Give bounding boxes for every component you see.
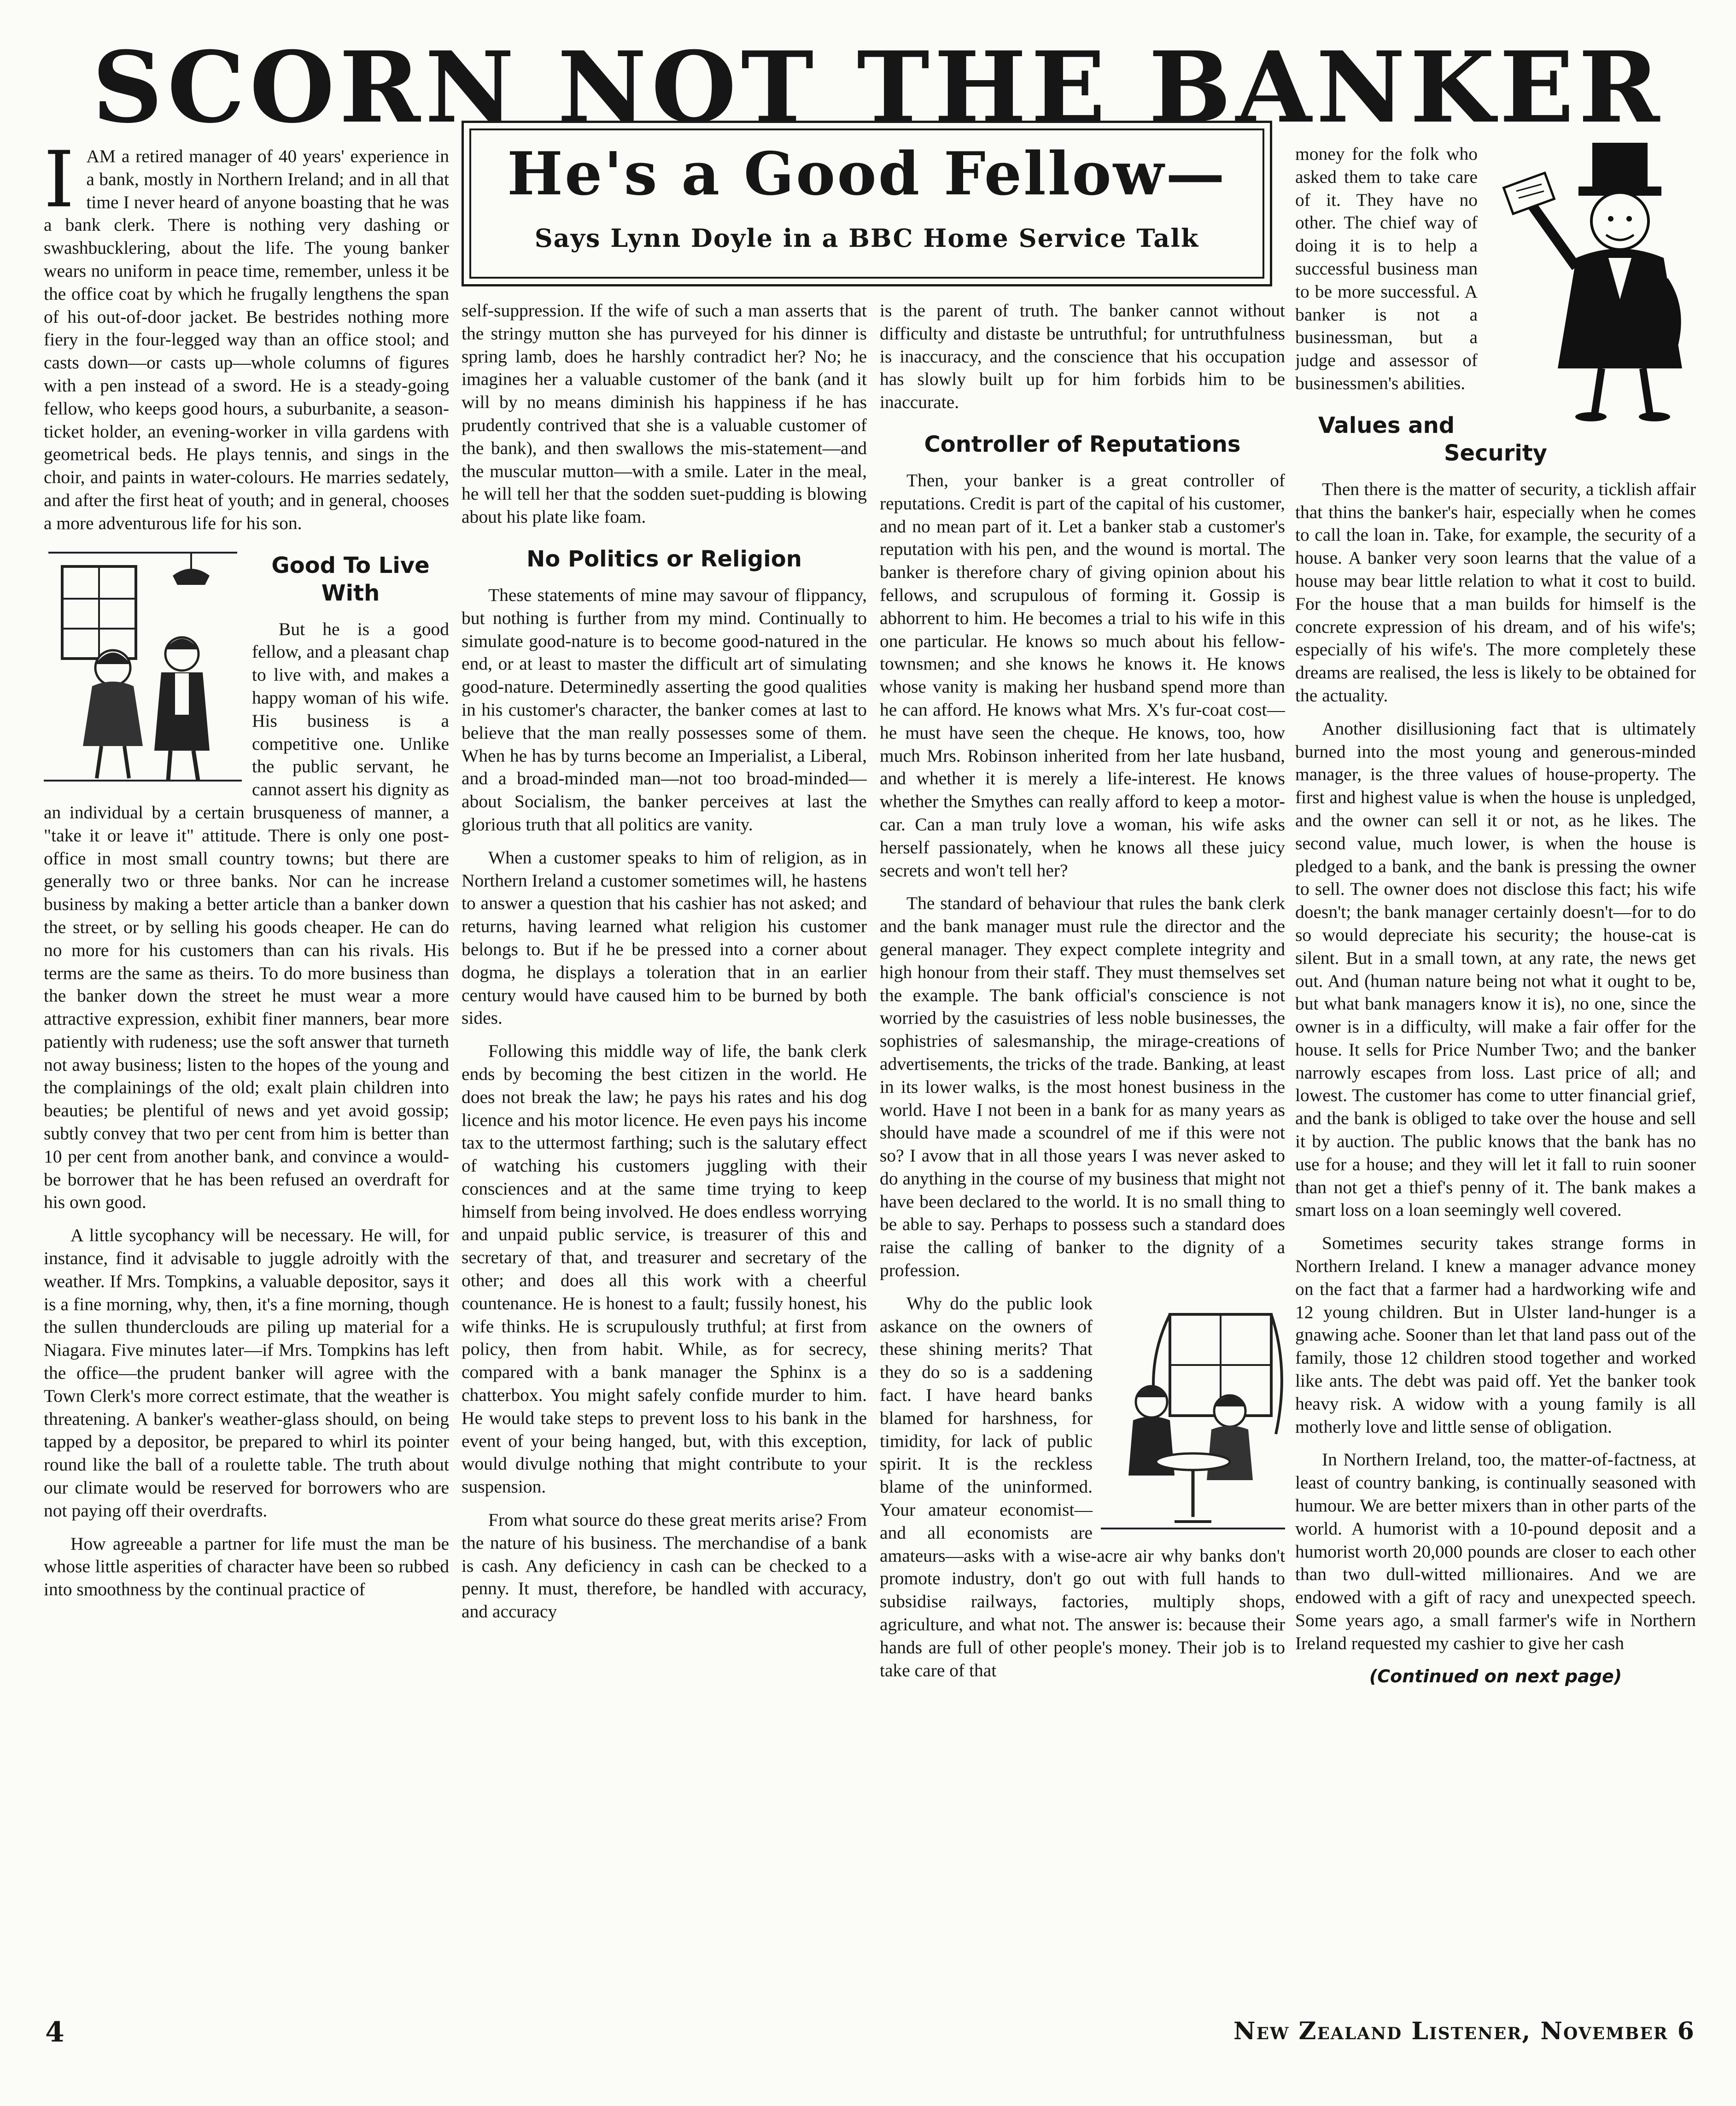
paragraph: Then, your banker is a great controller of reputations. Credit is part of the capital of his customer, and no mean part of it. Let a banker stab a customer's reputation with his pen, and the wound is mortal. The banker is therefore chary of giving opinion about his fellows, and scrupulous of forming it. Gossip is abhorrent to him. He becomes a trial to his wife in this one particular. He knows so much about his fellow-townsmen; and she knows he knows it. He knows whose vanity is making her husband spend more than he can afford. He knows what Mrs. X's fur-coat cost—he must have seen the cheque. He knows, too, how much Mrs. Robinson inherited from her late husband, and whether it is merely a life-interest. He knows whether the Smythes can really afford to keep a motor-car. Can a man truly love a woman, his wife asks herself passionately, when he knows all these juicy secrets and won't tell her? (880, 470, 1285, 881)
subheading-byline: Says Lynn Doyle in a BBC Home Service Talk (534, 223, 1199, 253)
paragraph: The standard of behaviour that rules the bank clerk and the bank manager must rule the director and the general manager. They expect complete integrity and high honour from their staff. They must themselves set the example. The bank official's conscience is not worried by the casuistries of less noble businesses, the sophistries of salesmanship, the mirage-creations of advertisements, the tricks of the trade. Banking, at least in its lower walks, is the most honest business in the world. Have I not been in a bank for as many years as should have made a scoundrel of me if this were not so? I avow that in all those years I was never asked to do anything in the course of my business that might not have been declared to the world. It is no small thing to be able to say. Perhaps to possess such a standard does raise the calling of banker to the dignity of a profession. (880, 893, 1285, 1281)
masthead-footer: New Zealand Listener, November 6 (1233, 2017, 1695, 2045)
couple-illustration (44, 548, 242, 788)
section-heading-no-politics: No Politics or Religion (526, 546, 802, 572)
banker-cartoon-icon (1484, 143, 1696, 424)
headline: SCORN NOT THE BANKER (92, 30, 1665, 145)
paragraph: Then there is the matter of security, a ticklish affair that thins the banker's hair, especially when he comes to call the loan in. Take, for example, the security of a house. A banker very soon learns that the value of a house may bear little relation to what it cost to build. For the house that a man builds for himself is the concrete expression of his dream, and of his wife's; especially of his wife's. The more completely these dreams are realised, the less is likely to be obtained for the actuality. (1295, 478, 1696, 706)
cafe-illustration-icon (1101, 1296, 1285, 1535)
column-1 (44, 145, 449, 1960)
couple-illustration-icon (44, 548, 242, 788)
column-3 (880, 299, 1285, 1962)
paragraph: is the parent of truth. The banker cannot without difficulty and distaste be untruthful; for untruthfulness is inaccuracy, and the conscience that his occupation has slowly built up for him forbids him to be inaccurate. (880, 300, 1285, 413)
page-number: 4 (45, 2016, 64, 2048)
paragraph: These statements of mine may savour of flippancy, but nothing is further from my mind. Continually to simulate good-nature is to become good-natured in the end, or at least to master the difficult art of simulating good-nature. Determinedly asserting the good qualities in his customer's character, the banker comes at last to believe that the man really possesses some of them. When he has by turns become an Imperialist, a Liberal, and a broad-minded man—not too broad-minded—about Socialism, the banker perceives at last the glorious truth that all politics are vanity. (462, 584, 867, 834)
drop-cap: I (44, 145, 75, 225)
paragraph: Another disillusioning fact that is ultimately burned into the most young and generous-minded manager, is the three values of house-property. The first and highest value is when the house is unpledged, and the owner can sell it or not, as he likes. The second value, much lower, is when the house is pledged to a bank, and the bank is pressing the owner to sell. The owner does not disclose this fact; his wife doesn't; the bank manager certainly doesn't—for to do so would depreciate his security; the house-cat is silent. But in a small town, at any rate, the news get out. And (human nature being not what it ought to be, but what bank managers know it is), no one, since the owner is in a difficulty, will make a fair offer for the house. It sells for Price Number Two; and the banker narrowly escapes from loss. Last price of all; and lowest. The customer has come to utter financial grief, and the bank is obliged to take over the house and sell it by auction. The public knows that the bank has no use for a house; and they will let it fall to ruin sooner than not get a thief's penny of it. The bank makes a smart loss on a loan seemingly well covered. (1295, 718, 1696, 1220)
paragraph: In Northern Ireland, too, the matter-of-factness, at least of country banking, is continually seasoned with humour. We are better mixers than in other parts of the world. A humorist with a 10-pound deposit and a humorist worth 20,000 pounds are closer to each other than two dull-witted millionaires. And we are endowed with a gift of racy and unexpected speech. Some years ago, a small farmer's wife in Northern Ireland requested my cashier to give her cash (1295, 1449, 1696, 1653)
continued-note: (Continued on next page) (1369, 1666, 1622, 1686)
paragraph: From what source do these great merits arise? From the nature of his business. The merchandise of a bank is cash. Any deficiency in cash can be checked to a penny. It must, therefore, be handled with accuracy, and accuracy (462, 1510, 867, 1622)
section-heading-controller: Controller of Reputations (924, 431, 1241, 457)
paragraph: Sometimes security takes strange forms in Northern Ireland. I knew a manager advance money on the fact that a farmer had a hardworking wife and 12 young children. But in Ulster land-hunger is a gnawing ache. Sooner than let that land pass out of the family, those 12 children stood together and worked like ants. The debt was paid off. Yet the banker took heavy risk. A widow with a young family is all motherly love and little sense of obligation. (1295, 1233, 1696, 1437)
paragraph: Following this middle way of life, the bank clerk ends by becoming the best citizen in the world. He does not break the law; he pays his rates and his dog licence and his motor licence. He even pays his income tax to the uttermost farthing; such is the salutary effect of watching his customers juggling with their consciences and at the same time trying to keep himself from being involved. He does endless worrying and unpaid public service, is treasurer of this and secretary of that, and treasurer and secretary of the other; and does all this work with a cheerful countenance. He is honest to a fault; fussily honest, his wife thinks. He is scrupulously truthful; at first from policy, then from habit. While, as for secrecy, compared with a bank manager the Sphinx is a chatterbox. You might safely confide murder to him. He would take steps to prevent loss to his bank in the event of your being hanged, but, with this exception, would divulge nothing that might contribute to your suspension. (462, 1041, 867, 1497)
paragraph: But he is a good fellow, and a pleasant chap to live with, and makes a happy woman of his wife. His business is a competitive one. Unlike the public servant, he cannot assert his dignity as an individual by a certain brusqueness of manner, a "take it or leave it" attitude. There is only one post-office in most small country towns; but there are generally two or three banks. Nor can he increase business by making a better article than a banker down the street, or by selling his goods cheaper. He can do no more for his customers than can his rivals. His terms are the same as theirs. To do more business than the banker down the street he must wear a more attractive expression, exhibit finer manners, bear more patiently with rudeness; use the soft answer that turneth not away business; listen to the hopes of the young and the complainings of the old; exalt plain children into beauties; be plentiful of news and yet avoid gossip; subtly convey that two per cent from him is better than 10 per cent from another bank, and convince a would-be borrower that he has been refused an overdraft for his own good. (44, 618, 449, 1213)
paragraph: When a customer speaks to him of religion, as in Northern Ireland a customer sometimes will, he hastens to answer a question that his cashier has not asked; and returns, having learned what religion his customer belongs to. But if he be pressed into a corner about dogma, he displays a toleration that in an earlier century would have caused him to be burned by both sides. (462, 847, 867, 1028)
banker-cartoon (1484, 143, 1696, 424)
subheading-box (462, 121, 1272, 286)
paragraph: How agreeable a partner for life must the man be whose little asperities of character have been so rubbed into smoothness by the continual practice of (44, 1533, 449, 1600)
paragraph: A little sycophancy will be necessary. He will, for instance, find it advisable to juggle adroitly with the weather. If Mrs. Tompkins, a valuable depositor, says it is a fine morning, why, then, it's a fine morning, though the sullen thunderclouds are piling up material for a Niagara. Five minutes later—if Mrs. Tompkins has left the office—the prudent banker will agree with the Town Clerk's more correct estimate, that the weather is threatening. A banker's weather-glass should, on being tapped by a depositor, be prepared to whirl its pointer round like the ball of a roulette table. The truth about our climate would be reserved for borrowers who are not paying off their overdrafts. (44, 1225, 449, 1521)
section-heading-good-to-live-with: Good To Live With (271, 552, 430, 606)
subheading-title: He's a Good Fellow— (507, 140, 1227, 209)
paragraph: self-suppression. If the wife of such a man asserts that the stringy mutton she has purveyed for his dinner is spring lamb, does he harshly contradict her? No; he imagines her a valuable customer of the bank (and it will by no means diminish his happiness if he has prudently contrived that she is a valuable customer of the bank), and then swallows the mis-statement—and the muscular mutton—with a smile. Later in the meal, he will tell her that the sodden suet-pudding is blowing about his plate like foam. (462, 300, 867, 527)
cafe-illustration (1101, 1296, 1285, 1535)
column-2 (462, 299, 867, 1962)
paragraph: Why do the public look askance on the owners of these shining merits? That they do so is a saddening fact. I have heard banks blamed for harshness, for timidity, for lack of public spirit. It is the reckless blame of the uninformed. Your amateur economist—and all economists are amateurs—asks with a wise-acre air why banks don't promote industry, don't go out with full hands to subsidise railways, factories, multiply shops, agriculture, and what not. The answer is: because their hands are full of other people's money. Their job is to take care of that (880, 1293, 1285, 1680)
column-4 (1295, 143, 1696, 1976)
paragraph: money for the folk who asked them to take care of it. They have no other. The chief way of doing it is to help a successful business man to be more successful. A banker is not a businessman, but a judge and assessor of businessmen's abilities. (1295, 144, 1478, 393)
section-heading-values-security: Values and Security (1318, 412, 1548, 466)
paragraph: AM a retired manager of 40 years' experience in a bank, mostly in Northern Ireland; and in all that time I never heard of anyone boasting that he was a bank clerk. There is nothing very dashing or swashbucklering, about the life. The young banker wears no uniform in peace time, remember, unless it be the office coat by which he frugally lengthens the span of his out-of-door jacket. Be bestrides nothing more fiery in the four-legged way than an office stool; and casts down—or casts up—whole columns of figures with a pen instead of a sword. He is a steady-going fellow, who keeps good hours, a suburbanite, a season-ticket holder, an evening-worker in villa gardens with geometrical beds. He plays tennis, and sings in the choir, and paints in water-colours. He marries sedately, and after the first heat of youth; and in general, chooses a more adventurous life for his son. (44, 146, 449, 533)
